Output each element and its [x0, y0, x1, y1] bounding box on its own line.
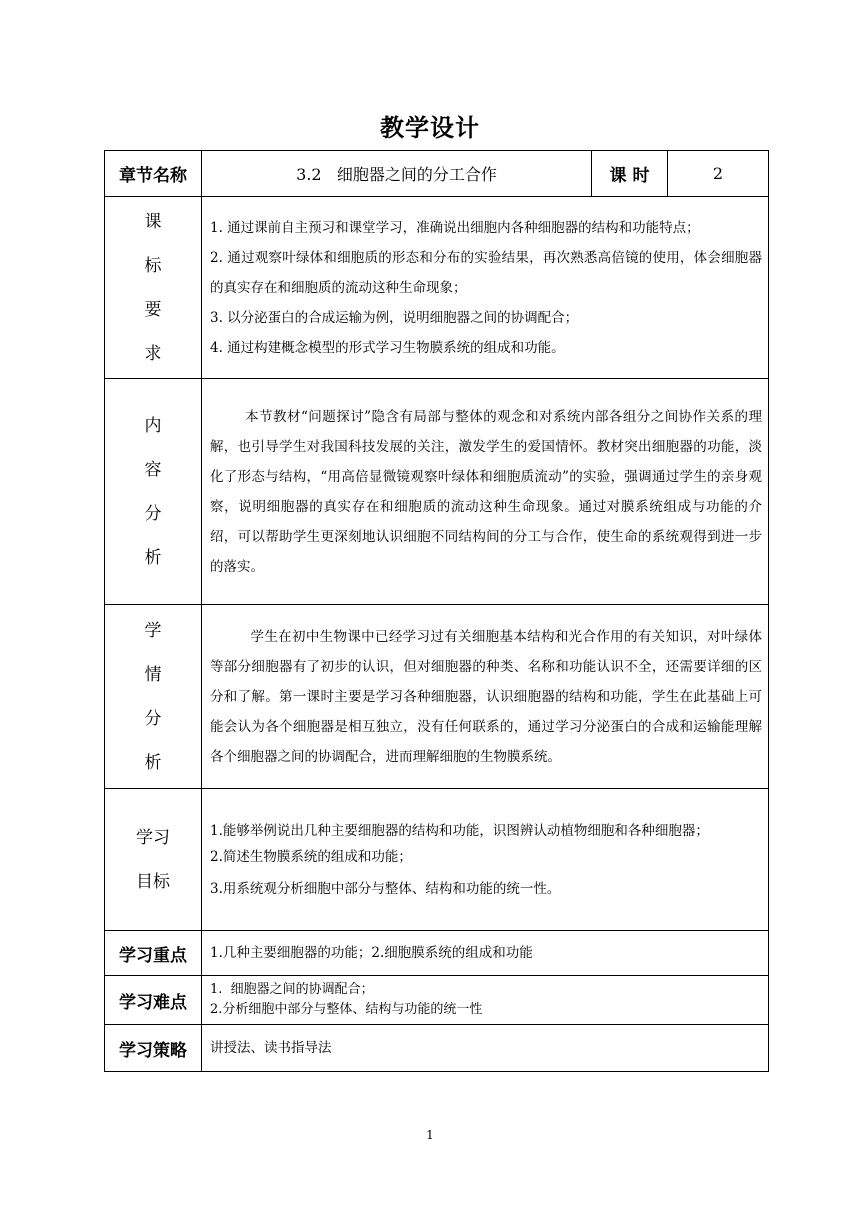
- objectives-label-line: 目标: [136, 871, 170, 892]
- content-analysis-label-char: 析: [144, 547, 162, 568]
- objectives-item: 3.用系统观分析细胞中部分与整体、结构和功能的统一性。: [210, 880, 561, 897]
- learner-analysis-text: 学生在初中生物课中已经学习过有关细胞基本结构和光合作用的有关知识，对叶绿体等部分细胞器有了初步的认识，但对细胞器的种类、名称和功能认识不全，还需要详细的区分和了解。第一课时主要是学习各种细胞器，认识细胞器的结构和功能，学生在此基础上可能会认为各个细胞器是相互独立，没有任何联系的，通过学习分泌蛋白的合成和运输能理解各个细胞器之间的协调配合，进而理解细胞的生物膜系统。: [210, 628, 762, 765]
- content-analysis-content: [202, 379, 769, 605]
- objectives-item: 2.简述生物膜系统的组成和功能；: [210, 848, 412, 865]
- difficulties-row: [105, 976, 769, 1025]
- standards-label-char: 求: [144, 343, 162, 364]
- strategy-label: 学习策略: [105, 1025, 202, 1072]
- standards-label-char: 课: [144, 211, 162, 232]
- period-label: 课 时: [592, 151, 668, 197]
- difficulties-label: 学习难点: [105, 976, 202, 1025]
- strategy-text: 讲授法、读书指导法: [202, 1025, 769, 1072]
- learner-analysis-content: [202, 605, 769, 789]
- objectives-row: [105, 789, 769, 931]
- objectives-content: [202, 789, 769, 931]
- difficulties-item: 1. 细胞器之间的协调配合；: [210, 982, 374, 997]
- standards-label-char: 标: [144, 255, 162, 276]
- objectives-item: 1.能够举例说出几种主要细胞器的结构和功能，识图辨认动植物细胞和各种细胞器；: [210, 822, 709, 839]
- learner-analysis-label-char: 析: [144, 752, 162, 773]
- strategy-row: [105, 1025, 769, 1072]
- content-analysis-text: 本节教材“问题探讨”隐含有局部与整体的观念和对系统内部各组分之间协作关系的理解，也引导学生对我国科技发展的关注，激发学生的爱国情怀。教材突出细胞器的功能，淡化了形态与结构，“用高倍显微镜观察叶绿体和细胞质流动”的实验，强调通过学生的亲身观察，说明细胞器的真实存在和细胞质的流动这种生命现象。通过对膜系统组成与功能的介绍，可以帮助学生更深刻地认识细胞不同结构间的分工与合作，使生命的系统观得到进一步的落实。: [210, 408, 762, 575]
- content-analysis-label-char: 内: [144, 415, 162, 436]
- period-value: 2: [668, 151, 769, 197]
- chapter-value: 3.2 细胞器之间的分工合作: [202, 151, 592, 197]
- content-analysis-label: [105, 379, 202, 605]
- header-row: [105, 151, 769, 197]
- content-analysis-label-char: 容: [144, 459, 162, 480]
- standards-item: 1. 通过课前自主预习和课堂学习，准确说出细胞内各种细胞器的结构和功能特点；: [210, 219, 700, 236]
- key-points-label: 学习重点: [105, 931, 202, 976]
- difficulties-content: [202, 976, 769, 1025]
- page-title: 教学设计: [380, 114, 480, 142]
- standards-label-char: 要: [144, 299, 162, 320]
- standards-content: [202, 197, 769, 379]
- learner-analysis-label: [105, 605, 202, 789]
- chapter-label: 章节名称: [105, 151, 202, 197]
- learner-analysis-label-char: 分: [144, 708, 162, 729]
- page-number: 1: [426, 1128, 434, 1142]
- standards-row: [105, 197, 769, 379]
- standards-item: 4. 通过构建概念模型的形式学习生物膜系统的组成和功能。: [210, 339, 565, 356]
- difficulties-item: 2.分析细胞中部分与整体、结构与功能的统一性: [210, 1002, 483, 1017]
- learner-analysis-label-char: 情: [144, 664, 162, 685]
- standards-item: 2. 通过观察叶绿体和细胞质的形态和分布的实验结果，再次熟悉高倍镜的使用，体会细胞器的真实存在和细胞质的流动这种生命现象；: [210, 249, 762, 296]
- standards-item: 3. 以分泌蛋白的合成运输为例，说明细胞器之间的协调配合；: [210, 309, 579, 326]
- objectives-label-line: 学习: [136, 827, 170, 848]
- learner-analysis-row: [105, 605, 769, 789]
- objectives-label: [105, 789, 202, 931]
- content-analysis-label-char: 分: [144, 503, 162, 524]
- content-analysis-row: [105, 379, 769, 605]
- key-points-row: [105, 931, 769, 976]
- learner-analysis-label-char: 学: [144, 620, 162, 641]
- lesson-design-table: [104, 150, 769, 1072]
- key-points-text: 1.几种主要细胞器的功能；2.细胞膜系统的组成和功能: [202, 931, 769, 976]
- standards-label: [105, 197, 202, 379]
